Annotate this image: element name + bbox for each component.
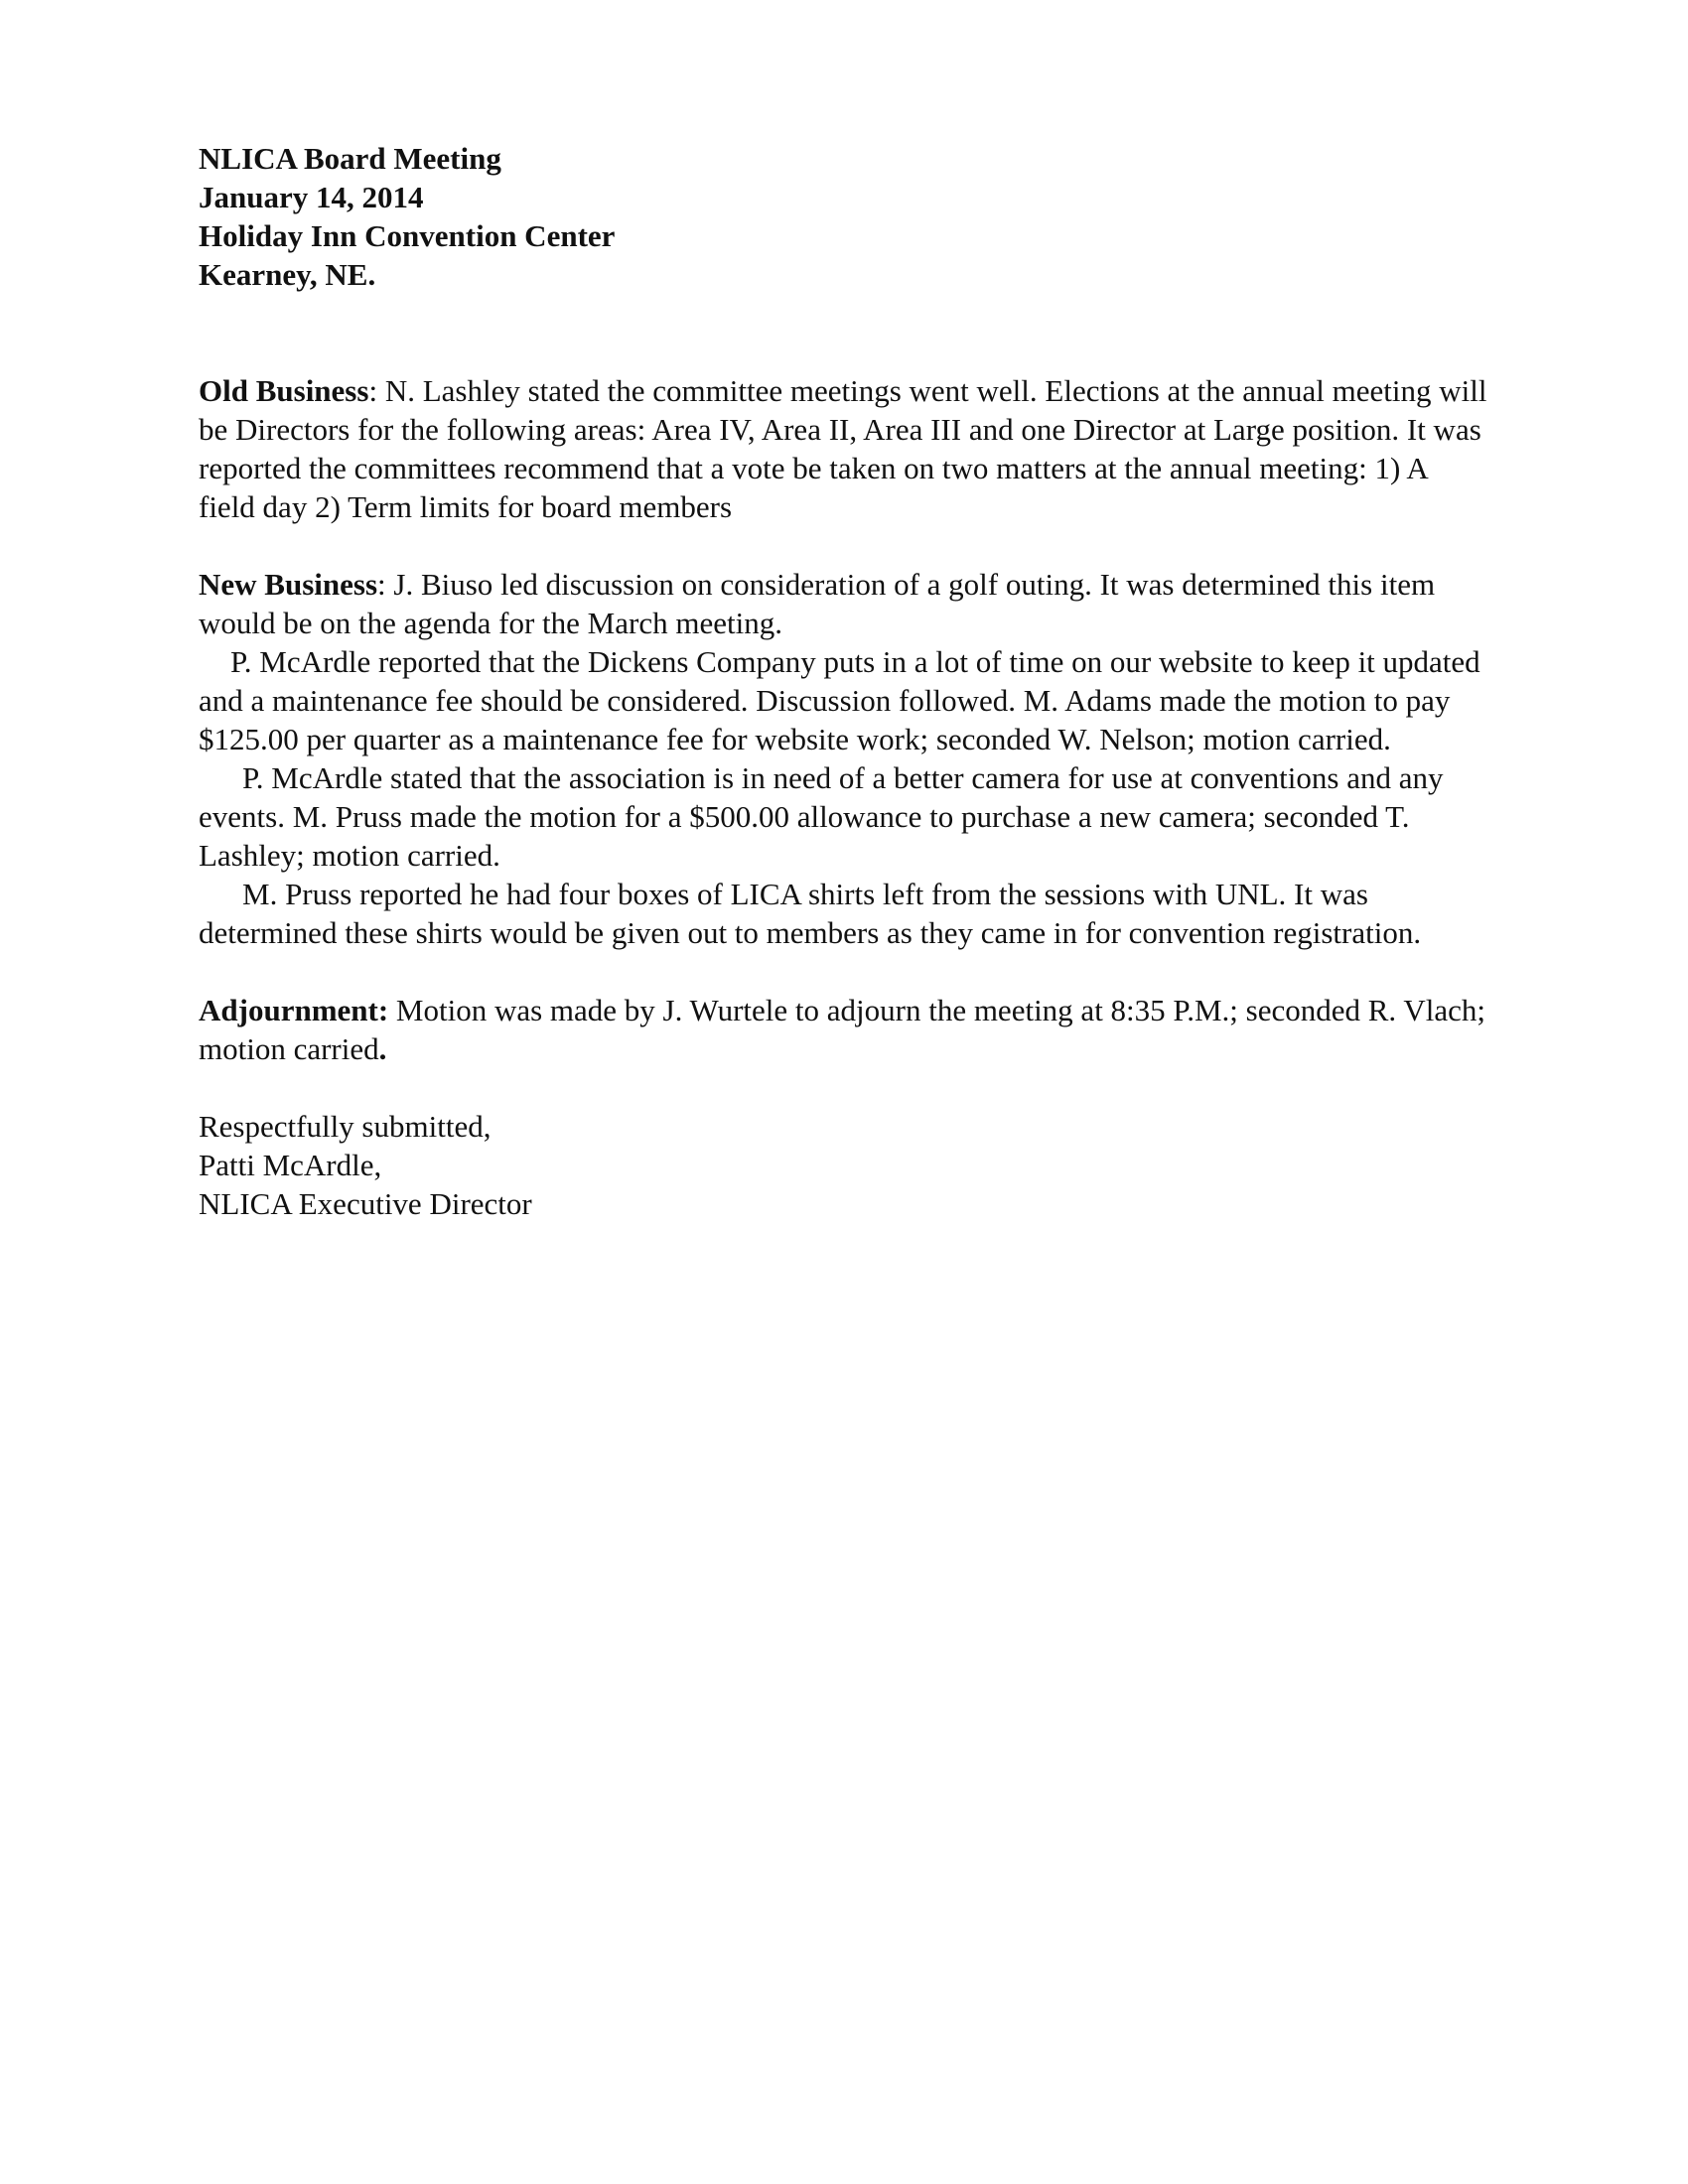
- new-business-paragraph-1: [199, 565, 1489, 642]
- document-page: [199, 139, 1489, 1223]
- adjournment-end: .: [378, 1031, 387, 1066]
- signature-closing: Respectfully submitted,: [199, 1109, 492, 1144]
- meeting-location: Kearney, NE.: [199, 257, 376, 292]
- signature-name: Patti McArdle,: [199, 1148, 382, 1182]
- new-business-label: New Business: [199, 567, 378, 602]
- meeting-date: January 14, 2014: [199, 180, 424, 214]
- adjournment-label: Adjournment:: [199, 993, 389, 1027]
- meeting-venue: Holiday Inn Convention Center: [199, 218, 616, 253]
- adjournment-text: Motion was made by J. Wurtele to adjourn the meeting at 8:35 P.M.; seconded R. Vlach; motion carried: [199, 993, 1485, 1066]
- new-business-text-1: : J. Biuso led discussion on consideration of a golf outing. It was determined this item would be on the agenda for the March meeting.: [199, 567, 1436, 640]
- signature-title: NLICA Executive Director: [199, 1186, 532, 1221]
- old-business-paragraph: [199, 371, 1489, 526]
- meeting-header: [199, 139, 1489, 294]
- new-business-paragraph-4: M. Pruss reported he had four boxes of LICA shirts left from the sessions with UNL. It was determined these shirts would be given out to members as they came in for convention registration.: [199, 877, 1422, 950]
- new-business-paragraph-3: P. McArdle stated that the association is in need of a better camera for use at conventions and any events. M. Pruss made the motion for a $500.00 allowance to purchase a new camera; seconded T. Lashley; motion carried.: [199, 760, 1444, 873]
- new-business-section: [199, 565, 1489, 952]
- old-business-label: Old Business: [199, 373, 369, 408]
- new-business-paragraph-2: P. McArdle reported that the Dickens Company puts in a lot of time on our website to keep it updated and a maintenance fee should be considered. Discussion followed. M. Adams made the motion to pay $125.00 per quarter as a maintenance fee for website work; seconded W. Nelson; motion carried.: [199, 644, 1480, 756]
- adjournment-paragraph: [199, 991, 1489, 1068]
- meeting-title: NLICA Board Meeting: [199, 141, 501, 176]
- adjournment-section: [199, 991, 1489, 1068]
- old-business-section: [199, 371, 1489, 526]
- old-business-text: : N. Lashley stated the committee meetings went well. Elections at the annual meeting will be Directors for the following areas: Area IV, Area II, Area III and one Director at Large position. It was reported the committees recommend that a vote be taken on two matters at the annual meeting: 1) A field day 2) Term limits for board members: [199, 373, 1487, 524]
- signature-block: [199, 1107, 1489, 1223]
